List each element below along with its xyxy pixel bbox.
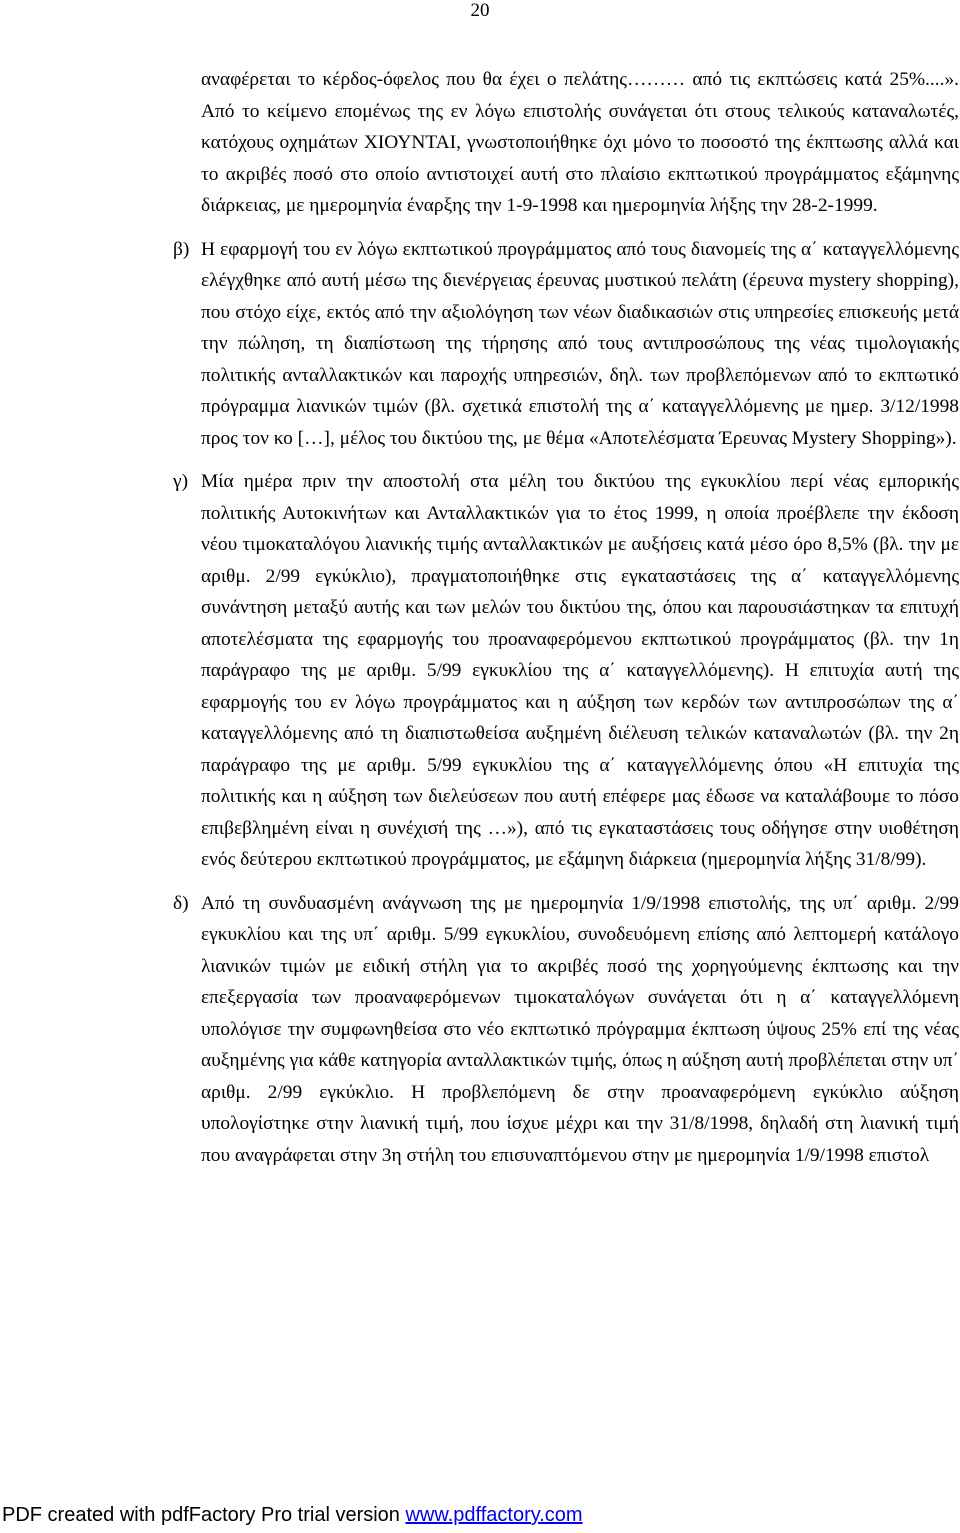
list-marker: β) xyxy=(173,238,190,260)
intro-paragraph: αναφέρεται το κέρδος-όφελος που θα έχει ο πελάτης……… από τις εκπτώσεις κατά 25%....». Από το κείμενο επομένως της εν λόγω επιστολής συνάγεται ότι στους τελικούς καταναλωτές, κατόχους οχημάτων ΧΙΟΥΝΤΑΙ, γνωστοποιήθηκε όχι μόνο το ποσοστό της έκπτωσης αλλά και το ακριβές ποσό στο οποίο αντιστοιχεί αυτή στο πλαίσιο εκπτωτικού προγράμματος εξάμηνης διάρκειας, με ημερομηνία έναρξης την 1-9-1998 και ημερομηνία λήξης την 28-2-1999. xyxy=(201,69,959,216)
list-marker: γ) xyxy=(173,471,189,492)
footer-link[interactable]: www.pdffactory.com xyxy=(405,1504,583,1526)
list-item-beta xyxy=(173,234,959,455)
footer-text: PDF created with pdfFactory Pro trial version xyxy=(2,1504,406,1526)
list-item-delta xyxy=(173,888,959,1172)
list-marker: δ) xyxy=(173,892,189,914)
document-body xyxy=(173,64,959,1171)
list-item-text: Από τη συνδυασμένη ανάγνωση της με ημερομηνία 1/9/1998 επιστολής, της υπ΄ αριθμ. 2/99 εγκυκλίου και της υπ΄ αριθμ. 5/99 εγκυκλίου, συνοδευόμενη επίσης από λεπτομερή κατάλογο λιανικών τιμών με ειδική στήλη για το ακριβές ποσό της χορηγούμενης έκπτωσης και την επεξεργασία των προαναφερόμενων τιμοκαταλόγων συνάγεται ότι η α΄ καταγγελλόμενη υπολόγισε την συμφωνηθείσα στο νέο εκπτωτικό πρόγραμμα έκπτωση ύψους 25% επί της νέας αυξημένης για κάθε κατηγορία ανταλλακτικών τιμής, όπως η αύξηση αυτή προβλέπεται στην υπ΄ αριθμ. 2/99 εγκύκλιο. Η προβλεπόμενη δε στην προαναφερόμενη εγκύκλιο αύξηση υπολογίστηκε στην λιανική τιμή, που ίσχυε μέχρι και την 31/8/1998, δηλαδή στη λιανική τιμή που αναγράφεται στην 3η στήλη του επισυναπτόμενου στην με ημερομηνία 1/9/1998 επιστολ xyxy=(201,892,959,1166)
page-number: 20 xyxy=(470,0,490,21)
list-item-text: Μία ημέρα πριν την αποστολή στα μέλη του δικτύου της εγκυκλίου περί νέας εμπορικής πολιτικής Αυτοκινήτων και Ανταλλακτικών για το έτος 1999, η οποία προέβλεπε την έκδοση νέου τιμοκαταλόγου λιανικής τιμής ανταλλακτικών με αυξήσεις κατά μέσο όρο 8,5% (βλ. την με αριθμ. 2/99 εγκύκλιο), πραγματοποιήθηκε στις εγκαταστάσεις της α΄ καταγγελλόμενης συνάντηση μεταξύ αυτής και των μελών του δικτύου της, όπου και παρουσιάστηκαν τα επιτυχή αποτελέσματα της εφαρμογής του προαναφερόμενου εκπτωτικού προγράμματος (βλ. την 1η παράγραφο της με αριθμ. 5/99 εγκυκλίου της α΄ καταγγελλόμενης). Η επιτυχία αυτή της εφαρμογής του εν λόγω προγράμματος και η αύξηση των κερδών των αντιπροσώπων της α΄ καταγγελλόμενης από τη διαπιστωθείσα αυξημένη διέλευση τελικών καταναλωτών (βλ. την 2η παράγραφο της με αριθμ. 5/99 εγκυκλίου της α΄ καταγγελλόμενης όπου «Η επιτυχία της πολιτικής και η αύξηση των διελεύσεων που αυτή επέφερε μας έδωσε να καταλάβουμε το πόσο επιβεβλημένη είναι η συνέχισή της …»), από τις εγκαταστάσεις τους οδήγησε στην υιοθέτηση ενός δεύτερου εκπτωτικού προγράμματος, με εξάμηνη διάρκεια (ημερομηνία λήξης 31/8/99). xyxy=(201,471,959,870)
pdf-footer xyxy=(2,1503,583,1527)
list-item-gamma xyxy=(173,466,959,876)
list-item-text: Η εφαρμογή του εν λόγω εκπτωτικού προγράμματος από τους διανομείς της α΄ καταγγελλόμενης ελέγχθηκε από αυτή μέσω της διενέργειας έρευνας μυστικού πελάτη (έρευνα mystery shopping), που στόχο είχε, εκτός από την αξιολόγηση των νέων διαδικασιών στις υπηρεσίες επισκευής μετά την πώληση, τη διαπίστωση της τήρησης από τους αντιπροσώπους της νέας τιμολογιακής πολιτικής ανταλλακτικών και παροχής υπηρεσιών, δηλ. των προβλεπόμενων από το εκπτωτικό πρόγραμμα λιανικών τιμών (βλ. σχετικά επιστολή της α΄ καταγγελλόμενης με ημερ. 3/12/1998 προς τον κο […], μέλος του δικτύου της, με θέμα «Αποτελέσματα Έρευνας Mystery Shopping»). xyxy=(201,238,959,449)
